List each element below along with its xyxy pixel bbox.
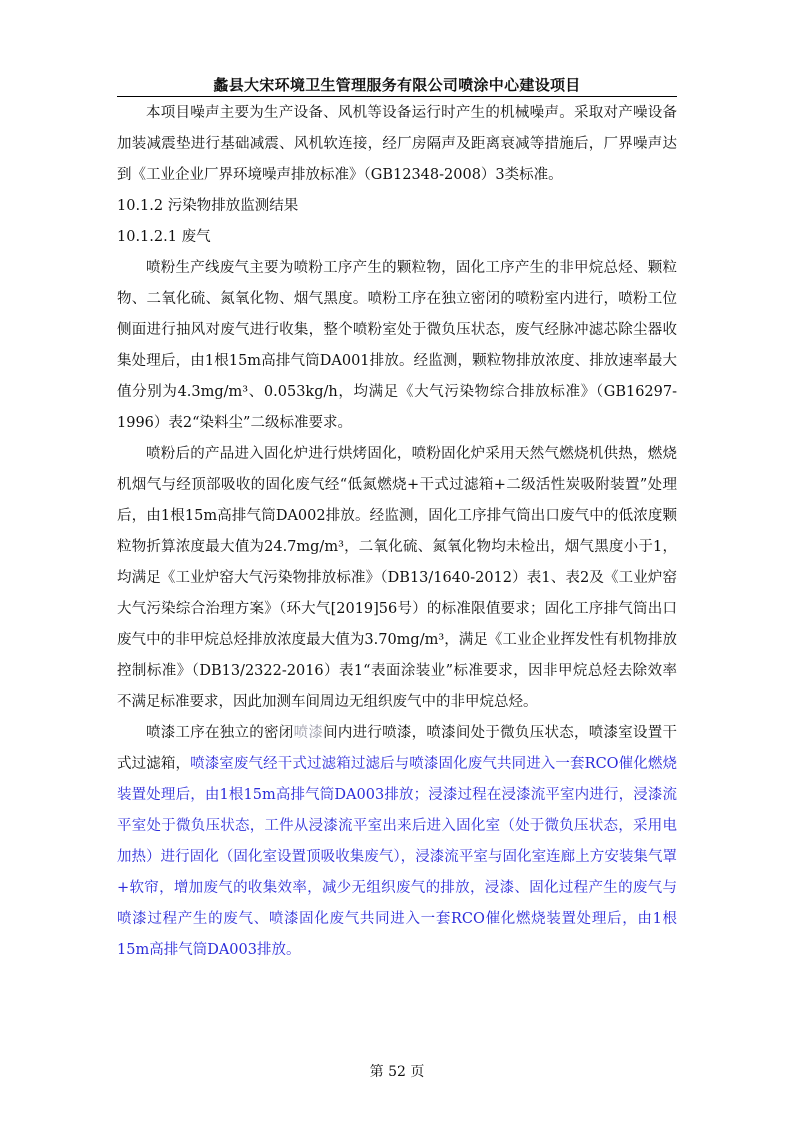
- paragraph-paint-spraying: [117, 718, 677, 966]
- paint-text-2: 间内进行喷漆，喷漆间处于微负压状态，喷漆室设置干式过滤箱，: [117, 725, 678, 772]
- paragraph-powder-spraying: 喷粉生产线废气主要为喷粉工序产生的颗粒物，固化工序产生的非甲烷总烃、颗粒物、二氧化硫、氮氧化物、烟气黑度。喷粉工序在独立密闭的喷粉室内进行，喷粉工位侧面进行抽风对废气进行收集，整个喷粉室处于微负压状态，废气经脉冲滤芯除尘器收集处理后，由1根15m高排气筒DA001排放。经监测，颗粒物排放浓度、排放速率最大值分别为4.3mg/m³、0.053kg/h，均满足《大气污染物综合排放标准》（GB16297-1996）表2“染料尘”二级标准要求。: [117, 260, 677, 431]
- section-heading-10-1-2-1: 10.1.2.1 废气: [117, 229, 211, 245]
- paragraph-curing: 喷粉后的产品进入固化炉进行烘烤固化，喷粉固化炉采用天然气燃烧机供热，燃烧机烟气与经顶部吸收的固化废气经“低氮燃烧+干式过滤箱+二级活性炭吸附装置”处理后，由1根15m高排气筒DA002排放。经监测，固化工序排气筒出口废气中的低浓度颗粒物折算浓度最大值为24.7mg/m³，二氧化硫、氮氧化物均未检出，烟气黑度小于1，均满足《工业炉窑大气污染物排放标准》（DB13/1640-2012）表1、表2及《工业炉窑大气污染综合治理方案》（环大气[2019]56号）的标准限值要求；固化工序排气筒出口废气中的非甲烷总烃排放浓度最大值为3.70mg/m³，满足《工业企业挥发性有机物排放控制标准》（DB13/2322-2016）表1“表面涂装业”标准要求，因非甲烷总烃去除效率不满足标准要求，因此加测车间周边无组织废气中的非甲烷总烃。: [117, 446, 677, 710]
- header-rule: [117, 96, 677, 97]
- section-heading-10-1-2: 10.1.2 污染物排放监测结果: [117, 198, 299, 214]
- paint-text-revised-2: 浸漆过程在浸漆流平室内进行，浸漆流平室处于微负压状态，工件从浸漆流平室出来后进入固化室（处于微负压状态，采用电加热）进行固化（固化室设置顶吸收集废气），浸漆流平室与固化室连廊上方安装集气罩+软帘，增加废气的收集效率，减少无组织废气的排放，浸漆、固化过程产生的废气与喷漆过程产生的废气、喷漆固化废气共同进入一套RCO催化燃烧装置处理后，由1根15m高排气筒DA003排放。: [117, 787, 678, 958]
- document-body: [117, 98, 677, 966]
- page-header-title: 蠡县大宋环境卫生管理服务有限公司喷涂中心建设项目: [213, 76, 581, 94]
- page-number: 第 52 页: [369, 1064, 425, 1080]
- paint-text-faint: 喷漆: [293, 725, 324, 741]
- paint-text-revised-1: 喷漆室废气经干式过滤箱过滤后与喷漆固化废气共同进入一套RCO催化燃烧装置处理后，由1根15m高排气筒DA003排放；: [117, 756, 677, 803]
- paragraph-noise: 本项目噪声主要为生产设备、风机等设备运行时产生的机械噪声。采取对产噪设备加装减震垫进行基础减震、风机软连接，经厂房隔声及距离衰减等措施后，厂界噪声达到《工业企业厂界环境噪声排放标准》（GB12348-2008）3类标准。: [117, 105, 677, 183]
- paint-text-1: 喷漆工序在独立的密闭: [146, 725, 294, 741]
